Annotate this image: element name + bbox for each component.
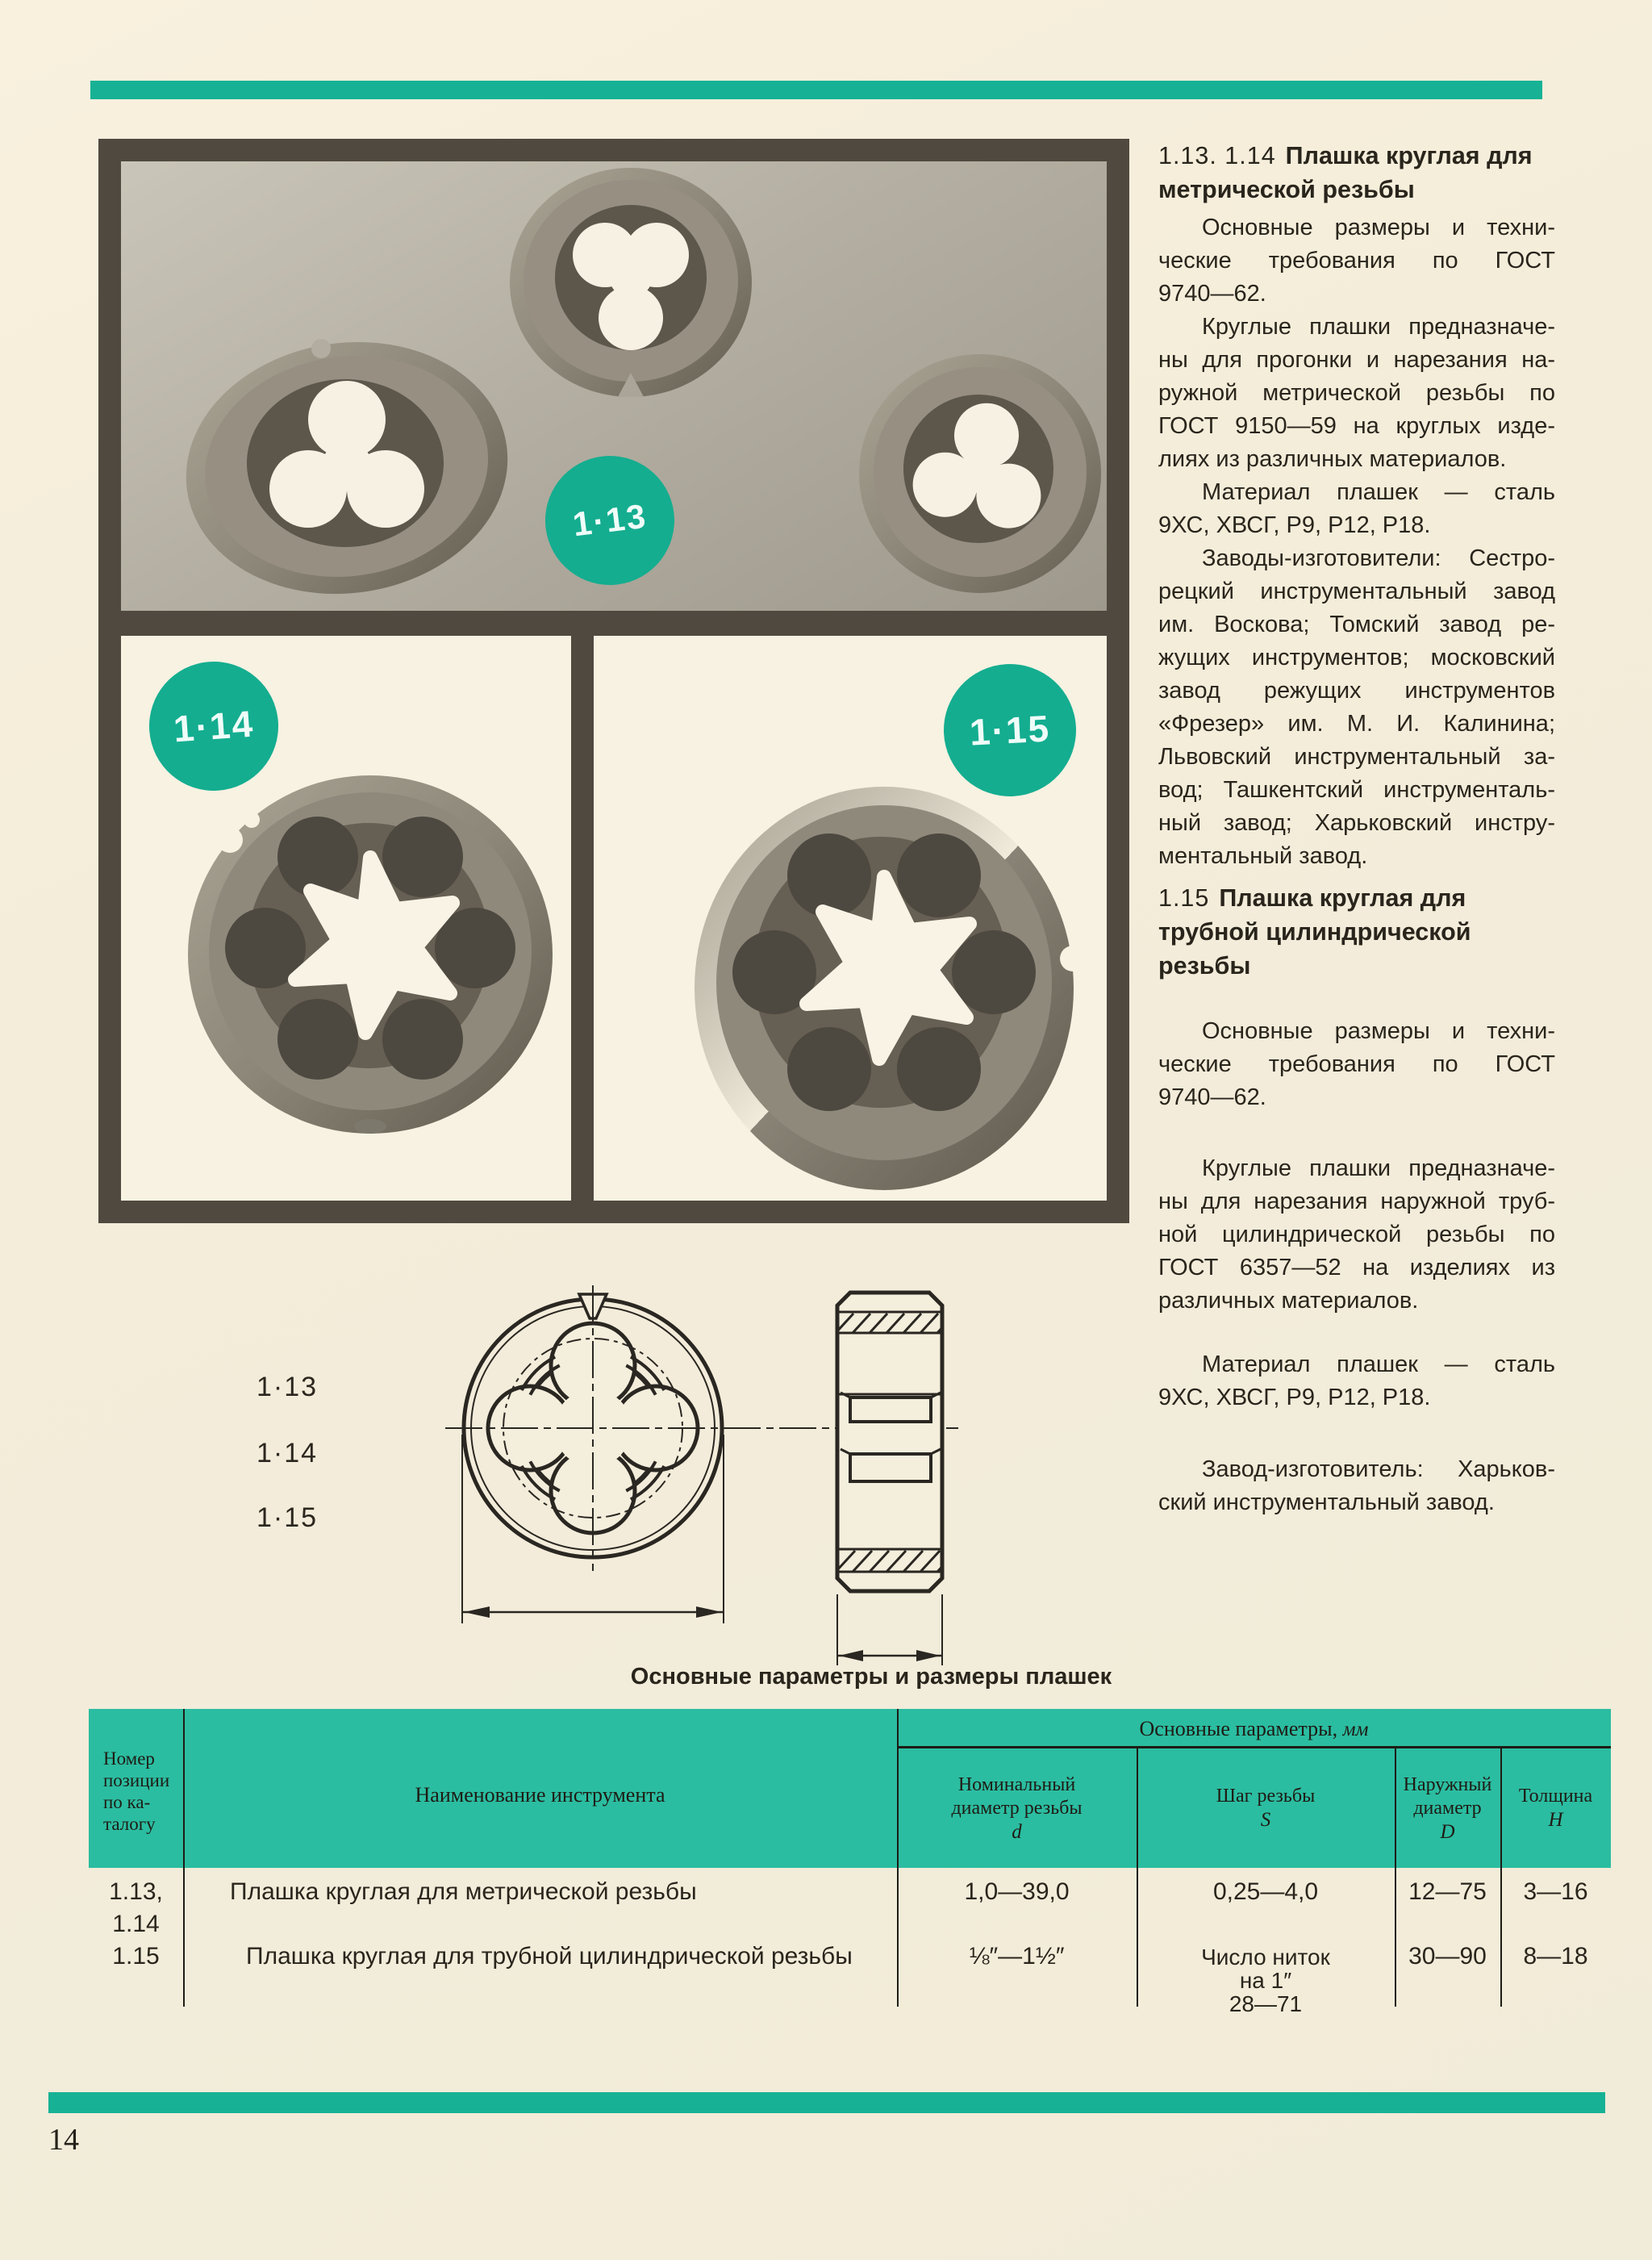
cell-position: 1.15 (112, 1943, 160, 1970)
die-114 (188, 775, 553, 1134)
table-header-name: Наименование инструмента (415, 1783, 665, 1807)
cell-diameter: 1,0—39,0 (964, 1878, 1070, 1905)
table-header-H-symbol: H (1548, 1809, 1563, 1831)
table-header-group-unit: мм (1342, 1719, 1369, 1740)
cell-position: 1.13, 1.14 (109, 1878, 163, 1937)
parameters-table (89, 1709, 1611, 2016)
article-column (1158, 139, 1555, 1519)
heading-1-title: Плашка круглая для метрической резьбы (1158, 142, 1533, 203)
paragraph-factories-metric: Заводы-изготовители: Сестро- рецкий инструментальный завод им. Воскова; Томский завод ре- жущих инструментов; московский завод режущих инструментов «Фрезер» им. М. И. Калинина; Львовский инструментальный за- вод; Ташкентский инструменталь- ный завод; Харьковский инстру- ментальный завод. (1158, 545, 1555, 869)
side-view (836, 1293, 957, 1665)
cell-name: Плашка круглая для трубной цилиндрической резьбы (246, 1943, 853, 1970)
cell-name: Плашка круглая для метрической резьбы (230, 1878, 697, 1905)
heading-1-15 (1158, 881, 1555, 983)
die-left (169, 322, 524, 611)
badge-1-14-label: 1·14 (172, 702, 256, 750)
paragraph-material-pipe: Материал плашек — сталь 9ХС, ХВСГ, Р9, Р12, Р18. (1158, 1351, 1555, 1410)
cell-thickness: 8—18 (1523, 1943, 1588, 1970)
paragraph-gost-metric: Основные размеры и техни- ческие требования по ГОСТ 9740—62. (1158, 215, 1555, 307)
die-115 (695, 787, 1086, 1190)
figure-label-1-13: 1·13 (257, 1372, 319, 1402)
cell-outer-diameter: 12—75 (1408, 1878, 1487, 1905)
table-header-s (1137, 1785, 1395, 1832)
table-header-D (1395, 1773, 1500, 1844)
table-header-H-lines: Толщина (1518, 1786, 1593, 1807)
badge-1-13-label: 1·13 (570, 496, 649, 544)
cell-outer-diameter: 30—90 (1408, 1943, 1487, 1970)
figure-label-1-14: 1·14 (257, 1438, 319, 1468)
table-header-d (897, 1773, 1137, 1844)
cell-pitch: Число ниток на 1″ 28—71 (1201, 1945, 1330, 2016)
table-row-metric (89, 1876, 1611, 1940)
table-header-group-label: Основные параметры, (1139, 1717, 1338, 1740)
table-header-s-lines: Шаг резьбы (1216, 1786, 1316, 1807)
badge-1-15-label: 1·15 (968, 707, 1052, 754)
paragraph-gost-pipe: Основные размеры и техни- ческие требования по ГОСТ 9740—62. (1158, 1018, 1555, 1110)
cell-thickness: 3—16 (1523, 1878, 1588, 1905)
table-header-d-lines: Номинальный диаметр резьбы (951, 1774, 1083, 1819)
table-header-position: Номер позиции по ка- талогу (103, 1748, 170, 1834)
paragraph-purpose-metric: Круглые плашки предназначе- ны для прогонки и нарезания на- ружной метрической резьбы по ГОСТ 9150—59 на круглых изде- лиях из различных материалов. (1158, 314, 1555, 472)
table-header-H (1500, 1785, 1611, 1832)
paragraph-factory-pipe: Завод-изготовитель: Харьков- ский инструментальный завод. (1158, 1456, 1555, 1515)
die-right (859, 354, 1101, 593)
table-row-pipe (89, 1940, 1611, 2016)
table-header-s-symbol: S (1260, 1809, 1271, 1831)
figure-caption: Основные параметры и размеры плашек (630, 1664, 1112, 1690)
heading-1-number: 1.13. 1.14 (1158, 142, 1276, 169)
page-number: 14 (48, 2123, 79, 2157)
heading-2-number: 1.15 (1158, 884, 1210, 912)
top-teal-rule (90, 81, 1542, 99)
heading-1-13-1-14 (1158, 139, 1555, 207)
paragraph-material-metric: Материал плашек — сталь 9ХС, ХВСГ, Р9, Р12, Р18. (1158, 479, 1555, 538)
table-header-D-symbol: D (1440, 1821, 1455, 1843)
figure-label-1-15: 1·15 (257, 1502, 319, 1533)
table-header-d-symbol: d (1012, 1821, 1022, 1843)
cell-diameter: ⅛″—1½″ (969, 1943, 1065, 1970)
die-top-centre (510, 168, 752, 397)
cell-pitch: 0,25—4,0 (1212, 1878, 1319, 1905)
bottom-teal-rule (48, 2092, 1605, 2113)
table-header-group (897, 1717, 1611, 1741)
heading-2-title: Плашка круглая для трубной цилиндрической резьбы (1158, 884, 1471, 980)
table-header-D-lines: Наружный диаметр (1403, 1774, 1492, 1819)
table-group-rule (897, 1746, 1611, 1748)
die-technical-drawing (347, 1279, 968, 1674)
paragraph-purpose-pipe: Круглые плашки предназначе- ны для нарезания наружной труб- ной цилиндрической резьбы по ГОСТ 6357—52 на изделиях из различных материалов. (1158, 1155, 1555, 1314)
